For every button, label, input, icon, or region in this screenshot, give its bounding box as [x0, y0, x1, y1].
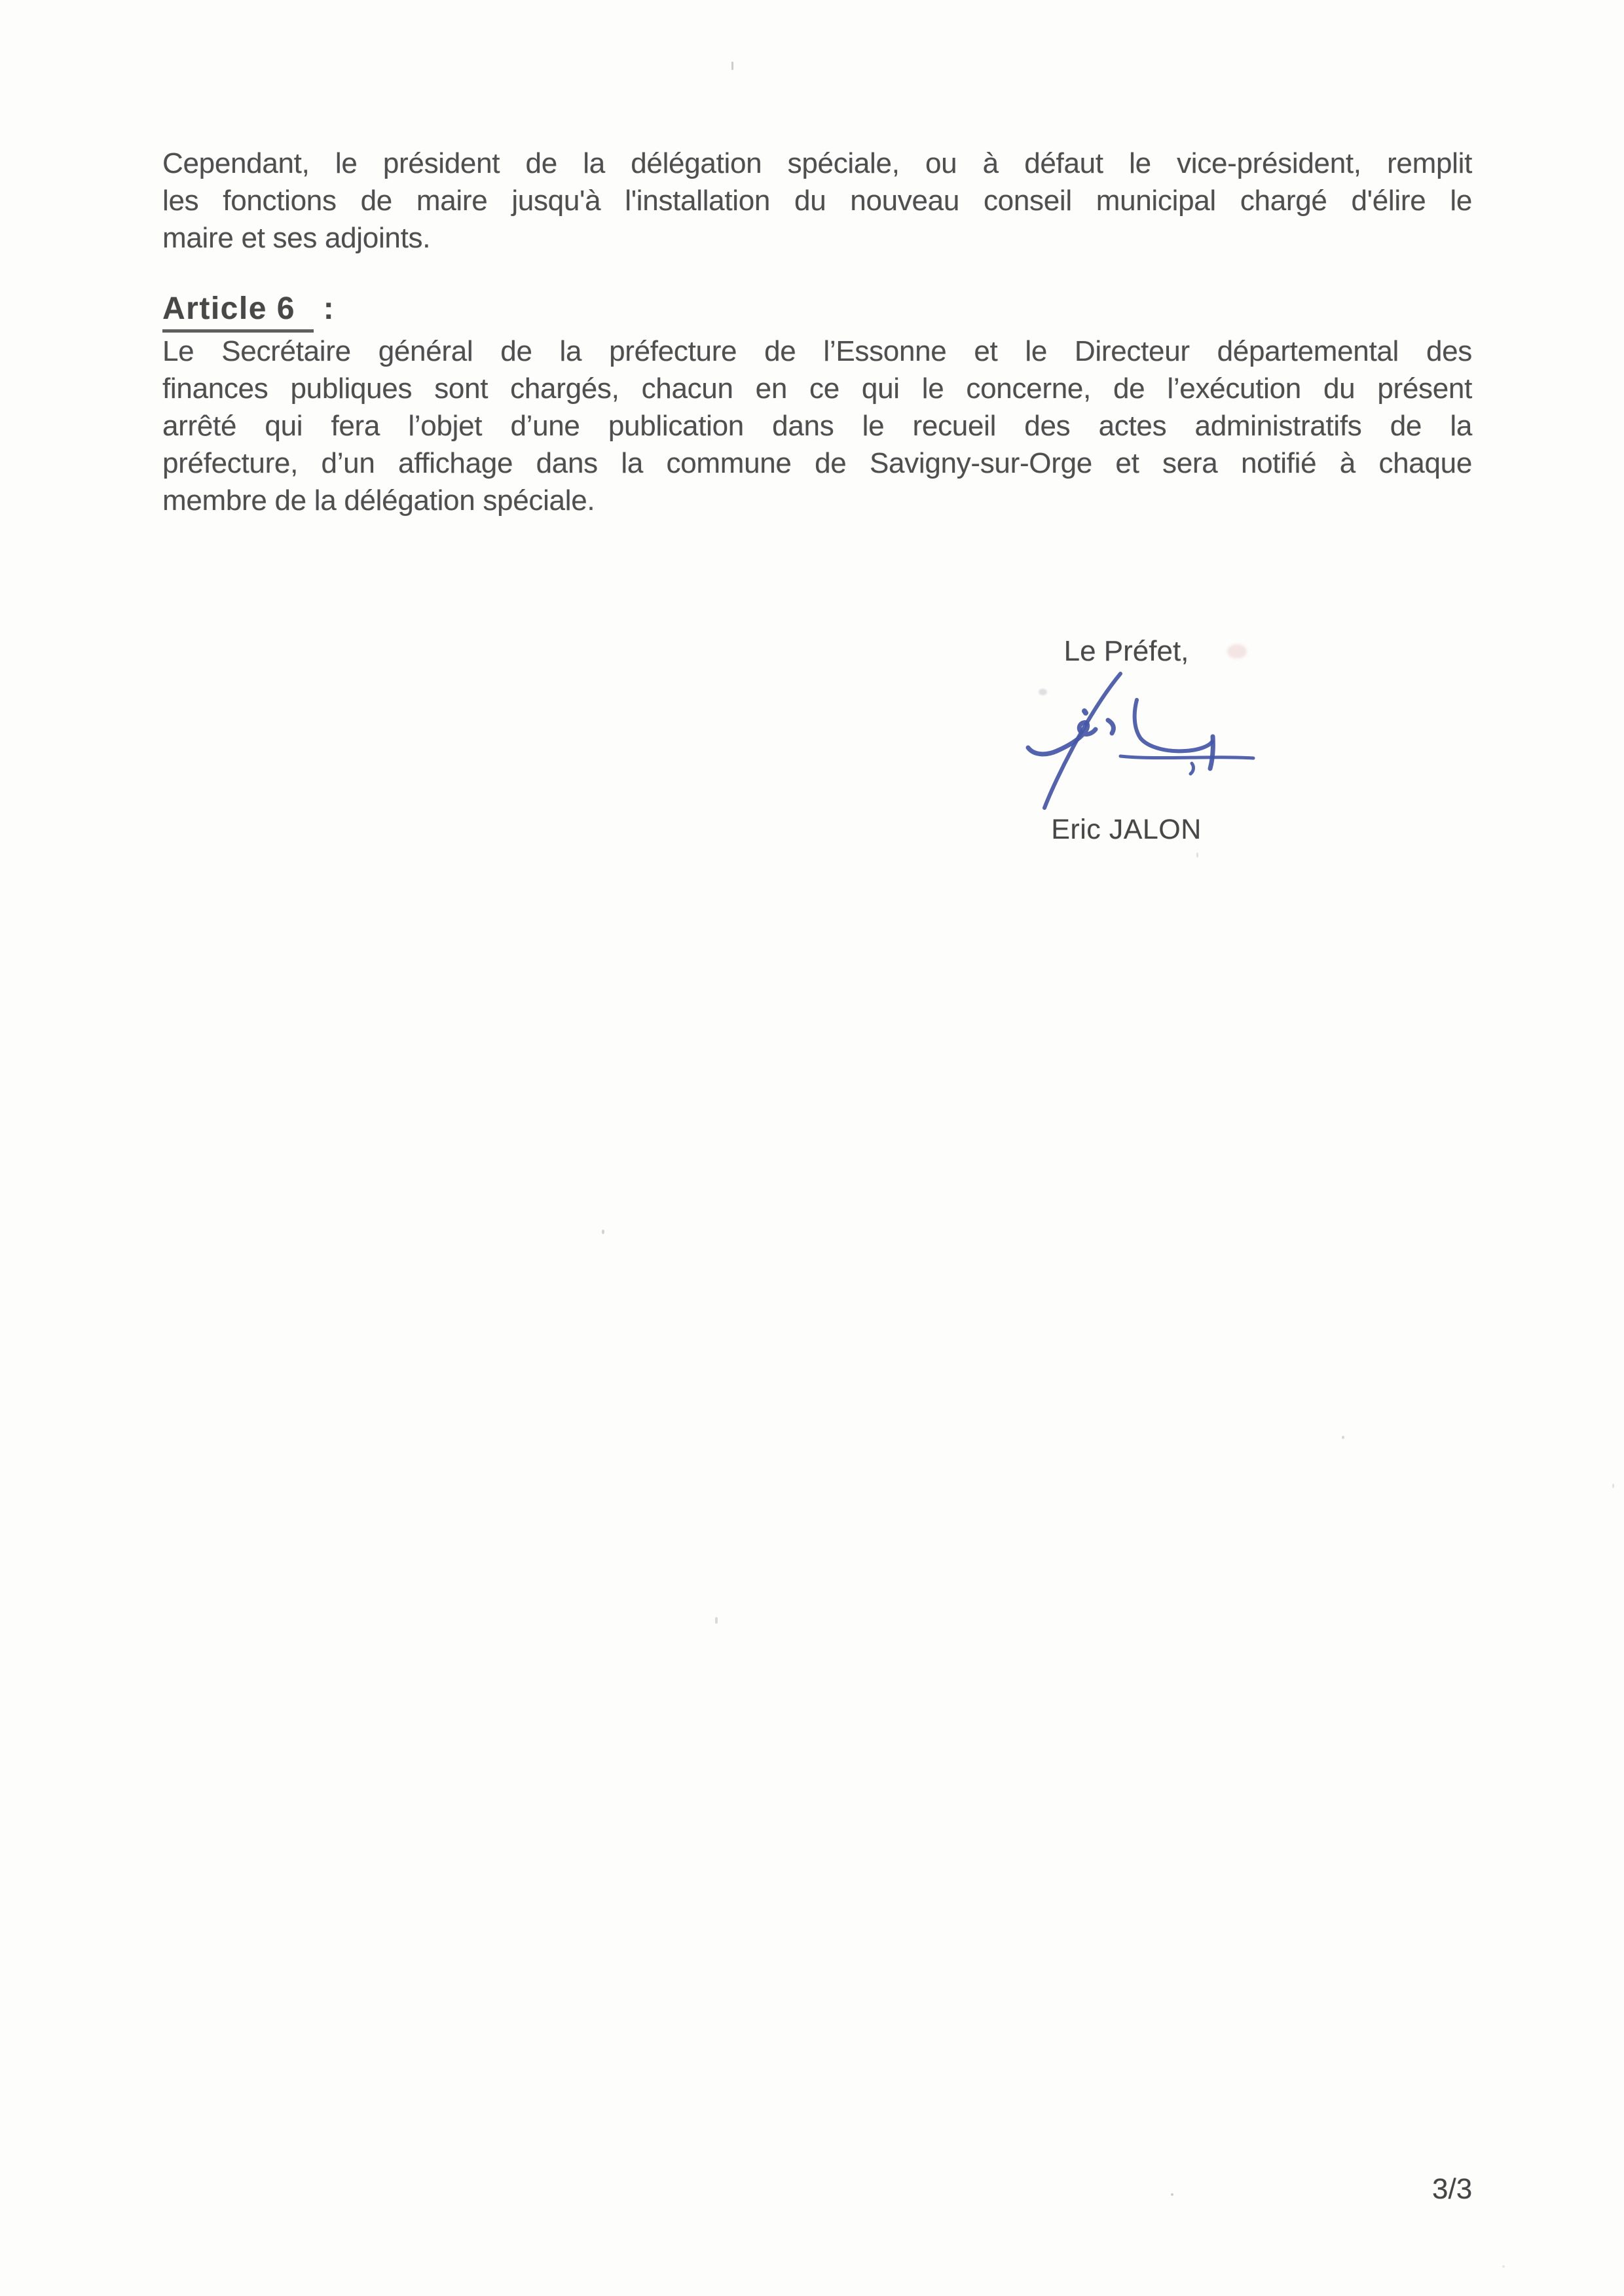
paragraph-line: préfecture, d’un affichage dans la commune de Savigny-sur-Orge et sera notifié à chaque — [162, 447, 1472, 479]
signature-stroke-curl — [1028, 722, 1096, 754]
scan-speck — [731, 62, 733, 70]
scan-speck — [602, 1230, 604, 1234]
signature-stroke-jcurve — [1135, 700, 1212, 751]
signature-stroke-diagonal — [1044, 674, 1120, 808]
scan-smudge — [1039, 689, 1047, 695]
scan-speck — [1171, 2193, 1173, 2196]
paragraph-line: arrêté qui fera l’objet d’une publication dans le recueil des actes administratifs de la — [162, 410, 1472, 442]
signature-stroke-dot — [1084, 711, 1086, 713]
signature-stroke-tick — [1108, 720, 1113, 733]
scan-speck — [1612, 1484, 1614, 1488]
signature-stroke-comma — [1190, 763, 1193, 774]
scan-speck — [1502, 2265, 1505, 2268]
paragraph-line: Cependant, le président de la délégation spéciale, ou à défaut le vice-président, remplit — [162, 147, 1472, 179]
scan-smudge — [1227, 644, 1247, 659]
handwritten-signature — [1020, 669, 1269, 813]
paragraph-president-delegation — [162, 145, 1472, 257]
paragraph-line: Le Secrétaire général de la préfecture de l’Essonne et le Directeur départemental des — [162, 335, 1472, 367]
scan-speck — [1196, 852, 1198, 858]
paragraph-line: les fonctions de maire jusqu'à l'installation du nouveau conseil municipal chargé d'élire le — [162, 185, 1472, 217]
signature-name: Eric JALON — [1051, 814, 1202, 845]
page-number: 3/3 — [1432, 2173, 1473, 2205]
article-6-colon: : — [313, 291, 335, 326]
paragraph-line: maire et ses adjoints. — [162, 222, 431, 254]
signature-title: Le Préfet, — [1063, 635, 1189, 667]
signature-stroke-underline — [1120, 756, 1253, 758]
paragraph-article-6-body — [162, 333, 1472, 519]
article-6-heading — [162, 290, 335, 333]
paragraph-line: membre de la délégation spéciale. — [162, 484, 595, 517]
scan-speck — [715, 1617, 718, 1624]
paragraph-line: finances publiques sont chargés, chacun en ce qui le concerne, de l’exécution du présent — [162, 373, 1472, 405]
scan-speck — [1342, 1436, 1344, 1439]
article-6-label: Article 6 — [162, 290, 314, 333]
